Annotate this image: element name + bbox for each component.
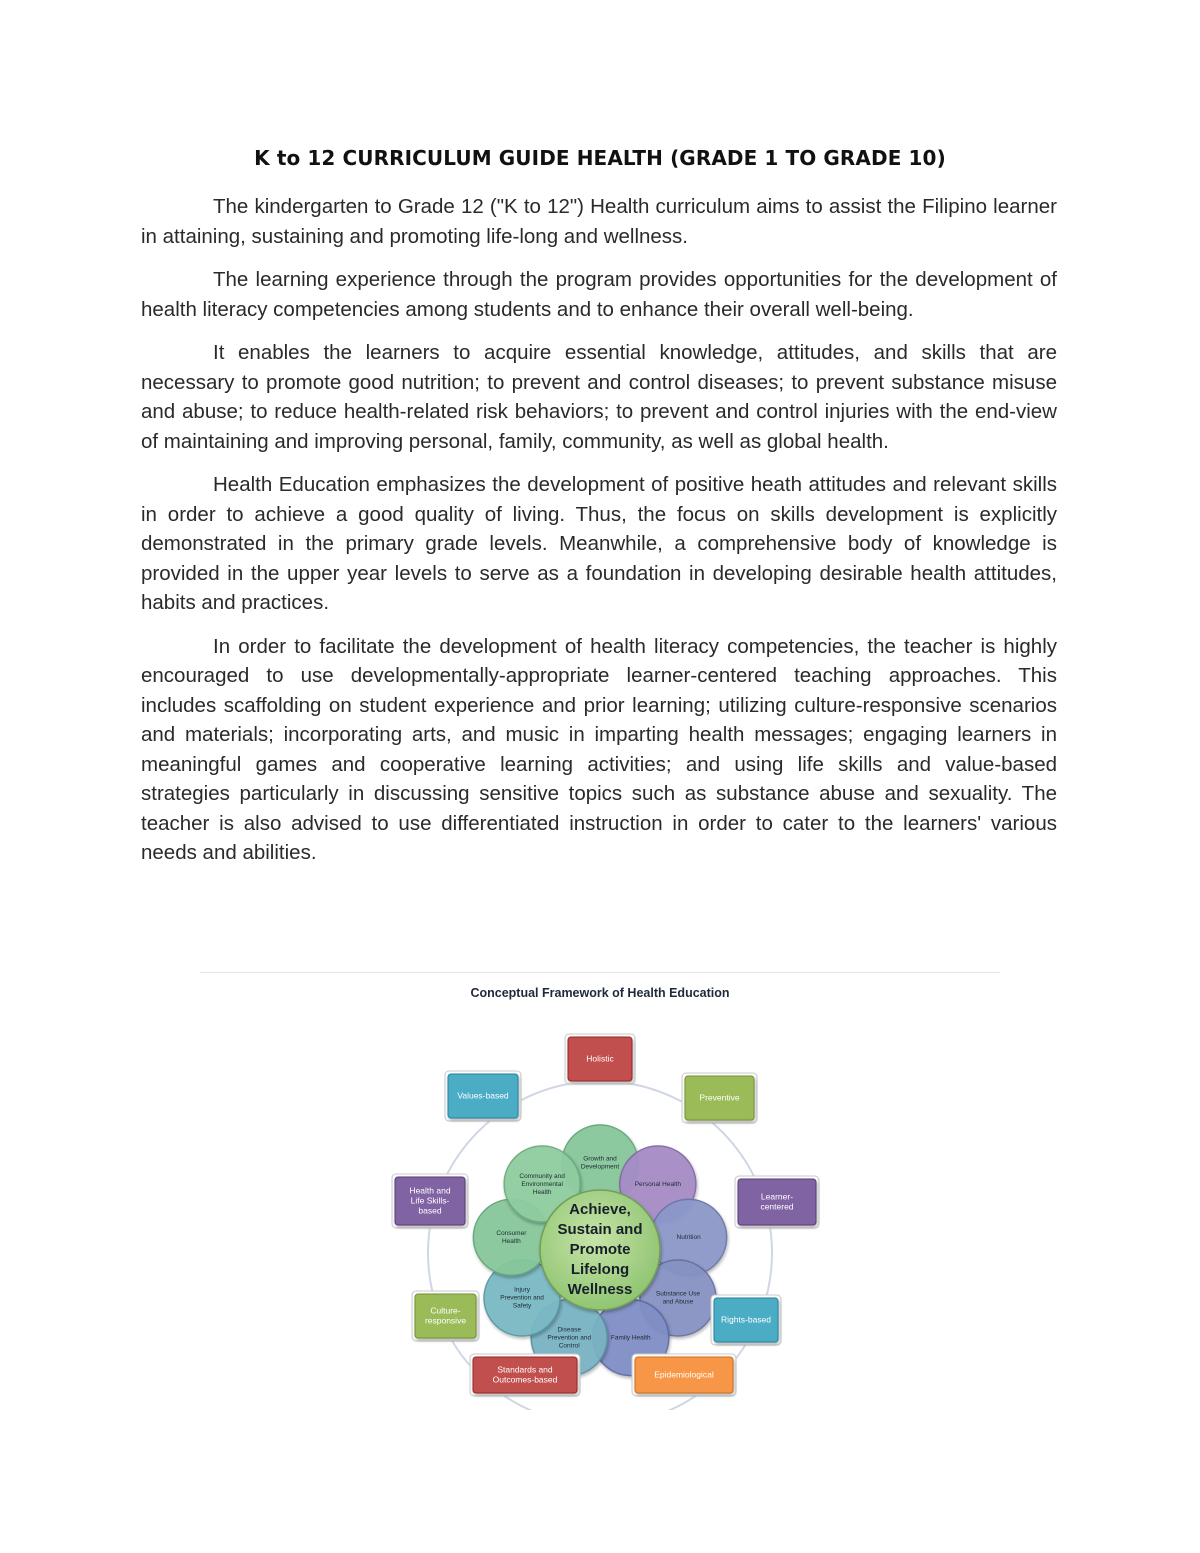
outer-box-5 bbox=[632, 1354, 736, 1396]
inner-circle-6-line-2: Prevention and bbox=[547, 1334, 592, 1342]
figure-title: Conceptual Framework of Health Education bbox=[470, 986, 730, 1000]
outer-box-8-line-3: based bbox=[418, 1205, 442, 1216]
document-title: K to 12 CURRICULUM GUIDE HEALTH (GRADE 1 TO GRADE 10) bbox=[254, 146, 946, 170]
framework-diagram bbox=[200, 970, 1000, 1410]
outer-box-7 bbox=[412, 1291, 479, 1341]
inner-circle-8-line-1: Consumer bbox=[496, 1230, 527, 1238]
outer-box-8 bbox=[392, 1174, 468, 1228]
inner-circle-4-line-2: and Abuse bbox=[662, 1298, 694, 1306]
outer-box-6 bbox=[470, 1354, 580, 1396]
inner-circle-8-line-2: Health bbox=[501, 1238, 521, 1246]
outer-box-5-line-1: Epidemiological bbox=[654, 1369, 714, 1380]
outer-box-6-line-1: Standards and bbox=[497, 1364, 553, 1375]
inner-circle-7-line-1: Injury bbox=[514, 1286, 531, 1294]
inner-circle-4-line-1: Substance Use bbox=[655, 1290, 700, 1298]
outer-box-1-line-1: Holistic bbox=[586, 1053, 614, 1064]
outer-box-3-line-2: centered bbox=[760, 1201, 794, 1212]
center-circle-line-2: Sustain and bbox=[557, 1220, 643, 1238]
paragraph-2: The learning experience through the program provides opportunities for the development of health literacy competencies among students and to enhance their overall well-being. bbox=[141, 268, 1057, 321]
outer-box-1 bbox=[565, 1034, 635, 1084]
inner-circle-9-line-2: Environmental bbox=[521, 1180, 563, 1188]
outer-box-4-line-1: Rights-based bbox=[720, 1314, 772, 1325]
paragraph-3: It enables the learners to acquire essential knowledge, attitudes, and skills that are necessary to promote good nutrition; to prevent and control diseases; to prevent substance misuse and abuse; to reduce health-related risk behaviors; to prevent and control injuries with the end-view of maintaining and improving personal, family, community, as well as global health. bbox=[141, 341, 1057, 453]
outer-box-4 bbox=[711, 1295, 781, 1345]
inner-circle-6-line-3: Control bbox=[558, 1342, 580, 1350]
outer-box-3 bbox=[735, 1176, 819, 1228]
outer-box-8-line-2: Life Skills- bbox=[410, 1195, 450, 1206]
outer-box-3-line-1: Learner- bbox=[760, 1191, 794, 1202]
inner-circle-6-line-1: Disease bbox=[557, 1326, 581, 1334]
inner-circle-2-line-1: Personal Health bbox=[634, 1180, 681, 1188]
center-circle-line-1: Achieve, bbox=[569, 1200, 631, 1218]
document-body bbox=[141, 192, 1057, 882]
outer-box-8-line-1: Health and bbox=[409, 1185, 451, 1196]
outer-box-2 bbox=[682, 1073, 757, 1123]
paragraph-4: Health Education emphasizes the development of positive heath attitudes and relevant skills in order to achieve a good quality of living. Thus, the focus on skills development is explicitly demonstrated in the primary grade levels. Meanwhile, a comprehensive body of knowledge is provided in the upper year levels to serve as a foundation in developing desirable health attitudes, habits and practices. bbox=[141, 473, 1057, 614]
paragraph-5: In order to facilitate the development of health literacy competencies, the teacher is highly encouraged to use developmentally-appropriate learner-centered teaching approaches. This includes scaffolding on student experience and prior learning; utilizing culture-responsive scenarios and materials; incorporating arts, and music in imparting health messages; engaging learners in meaningful games and cooperative learning activities; and using life skills and value-based strategies particularly in discussing sensitive topics such as substance abuse and sexuality. The teacher is also advised to use differentiated instruction in order to cater to the learners' various needs and abilities. bbox=[141, 634, 1057, 864]
outer-box-6-line-2: Outcomes-based bbox=[492, 1374, 558, 1385]
inner-circle-7-line-3: Safety bbox=[512, 1302, 532, 1310]
framework-figure bbox=[200, 970, 1000, 1410]
inner-circle-7-line-2: Prevention and bbox=[500, 1294, 544, 1302]
inner-circle-3-line-1: Nutrition bbox=[676, 1234, 701, 1242]
center-circle-line-5: Wellness bbox=[567, 1280, 633, 1298]
inner-circle-5-line-1: Family Health bbox=[610, 1334, 651, 1342]
outer-box-7-line-2: responsive bbox=[424, 1315, 467, 1326]
inner-circle-1-line-2: Development bbox=[580, 1163, 620, 1171]
center-circle-line-4: Lifelong bbox=[570, 1260, 630, 1278]
paragraph-1: The kindergarten to Grade 12 ("K to 12") Health curriculum aims to assist the Filipino learner in attaining, sustaining and promoting life-long and wellness. bbox=[141, 195, 1057, 248]
center-circle-line-3: Promote bbox=[569, 1240, 631, 1258]
outer-box-9 bbox=[445, 1071, 521, 1121]
center-circle bbox=[540, 1190, 660, 1310]
outer-box-7-line-1: Culture- bbox=[430, 1305, 461, 1316]
inner-circle-9-line-1: Community and bbox=[519, 1172, 565, 1180]
outer-box-9-line-1: Values-based bbox=[457, 1090, 509, 1101]
inner-circle-9-line-3: Health bbox=[532, 1188, 552, 1196]
inner-circle-1-line-1: Growth and bbox=[583, 1155, 617, 1163]
outer-box-2-line-1: Preventive bbox=[699, 1092, 740, 1103]
